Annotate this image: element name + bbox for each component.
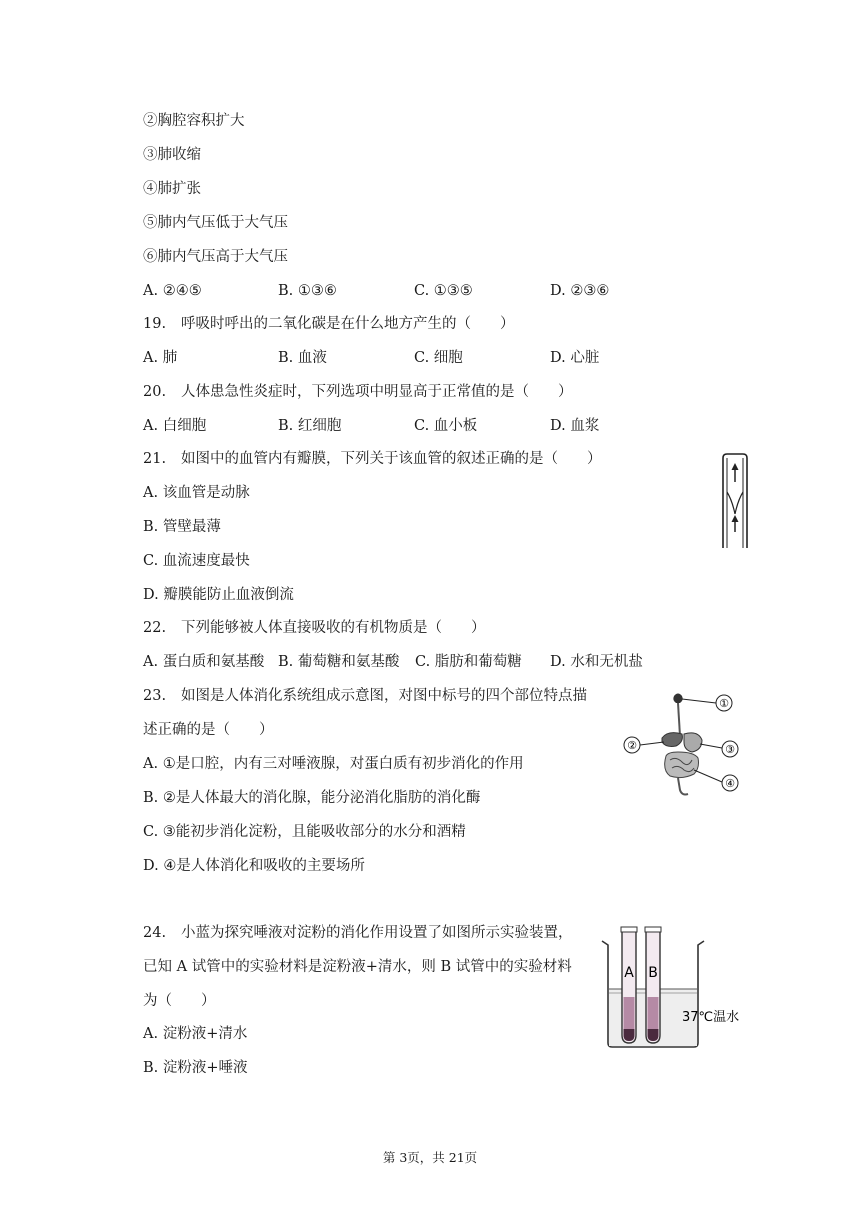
q23-option-d: D. ④是人体消化和吸收的主要场所: [143, 858, 365, 874]
q18-item: ②胸腔容积扩大: [143, 113, 245, 129]
option-b: B. 血液: [278, 350, 327, 366]
q18-item: ⑤肺内气压低于大气压: [143, 215, 288, 231]
option-a: A. ②④⑤: [143, 283, 202, 299]
q22-stem: [143, 618, 486, 638]
question-text: 如图中的血管内有瓣膜，下列关于该血管的叙述正确的是（ ）: [181, 451, 602, 467]
question-text: 人体患急性炎症时，下列选项中明显高于正常值的是（ ）: [181, 384, 573, 400]
q24-stem-line3: 为（ ）: [143, 993, 216, 1009]
label-1: ①: [719, 697, 729, 710]
q21-option-d: D. 瓣膜能防止血液倒流: [143, 587, 294, 603]
q22-options: [143, 652, 663, 672]
option-a: A. 肺: [143, 350, 178, 366]
option-d: D. 心脏: [550, 350, 600, 366]
question-text: 小蓝为探究唾液对淀粉的消化作用设置了如图所示实验装置，: [181, 925, 573, 941]
q18-item: ③肺收缩: [143, 147, 201, 163]
q20-options: [143, 416, 643, 436]
water-label: 37℃温水: [682, 1010, 740, 1025]
label-4: ④: [725, 777, 735, 790]
q21-option-a: A. 该血管是动脉: [143, 485, 250, 501]
option-c: C. 脂肪和葡萄糖: [415, 654, 522, 670]
q23-option-a: A. ①是口腔，内有三对唾液腺，对蛋白质有初步消化的作用: [143, 756, 524, 772]
option-a: A. 蛋白质和氨基酸: [143, 654, 265, 670]
option-d: D. 血浆: [550, 418, 600, 434]
option-d: D. ②③⑥: [550, 283, 610, 299]
option-c: C. ①③⑤: [414, 283, 473, 299]
q18-options: [143, 281, 643, 301]
question-text: 如图是人体消化系统组成示意图，对图中标号的四个部位特点描: [181, 688, 587, 704]
vein-valve-figure: [718, 452, 752, 552]
q23-stem-line2: 述正确的是（ ）: [143, 722, 274, 738]
question-number: 22.: [143, 620, 167, 636]
q20-stem: [143, 382, 573, 402]
q18-item: ④肺扩张: [143, 181, 201, 197]
question-number: 20.: [143, 384, 167, 400]
q23-option-c: C. ③能初步消化淀粉，且能吸收部分的水分和酒精: [143, 824, 466, 840]
q24-stem-line1: [143, 923, 573, 943]
question-text: 呼吸时呼出的二氧化碳是在什么地方产生的（ ）: [181, 316, 515, 332]
beaker-test-tubes-figure: [596, 925, 756, 1051]
q19-options: [143, 348, 643, 368]
label-3: ③: [725, 743, 735, 756]
question-number: 19.: [143, 316, 167, 332]
q21-stem: [143, 449, 602, 469]
tube-a-label: A: [624, 965, 634, 981]
label-2: ②: [627, 739, 637, 752]
q23-stem-line1: [143, 686, 587, 706]
q24-option-a: A. 淀粉液+清水: [143, 1026, 248, 1042]
option-c: C. 血小板: [414, 418, 478, 434]
option-d: D. 水和无机盐: [550, 654, 643, 670]
q24-option-b: B. 淀粉液+唾液: [143, 1060, 248, 1076]
page-footer: 第 3页，共 21页: [382, 1150, 478, 1165]
option-b: B. 葡萄糖和氨基酸: [278, 654, 400, 670]
option-a: A. 白细胞: [143, 418, 207, 434]
question-number: 23.: [143, 688, 167, 704]
option-c: C. 细胞: [414, 350, 463, 366]
option-b: B. ①③⑥: [278, 283, 337, 299]
question-number: 24.: [143, 925, 167, 941]
tube-b-label: B: [648, 965, 658, 981]
q24-stem-line2: 已知 A 试管中的实验材料是淀粉液+清水，则 B 试管中的实验材料: [143, 959, 572, 975]
q21-option-b: B. 管壁最薄: [143, 519, 221, 535]
q18-item: ⑥肺内气压高于大气压: [143, 249, 288, 265]
question-text: 下列能够被人体直接吸收的有机物质是（ ）: [181, 620, 486, 636]
question-number: 21.: [143, 451, 167, 467]
digestive-system-figure: [618, 690, 748, 808]
q21-option-c: C. 血流速度最快: [143, 553, 250, 569]
q23-option-b: B. ②是人体最大的消化腺，能分泌消化脂肪的消化酶: [143, 790, 481, 806]
option-b: B. 红细胞: [278, 418, 342, 434]
q19-stem: [143, 314, 515, 334]
